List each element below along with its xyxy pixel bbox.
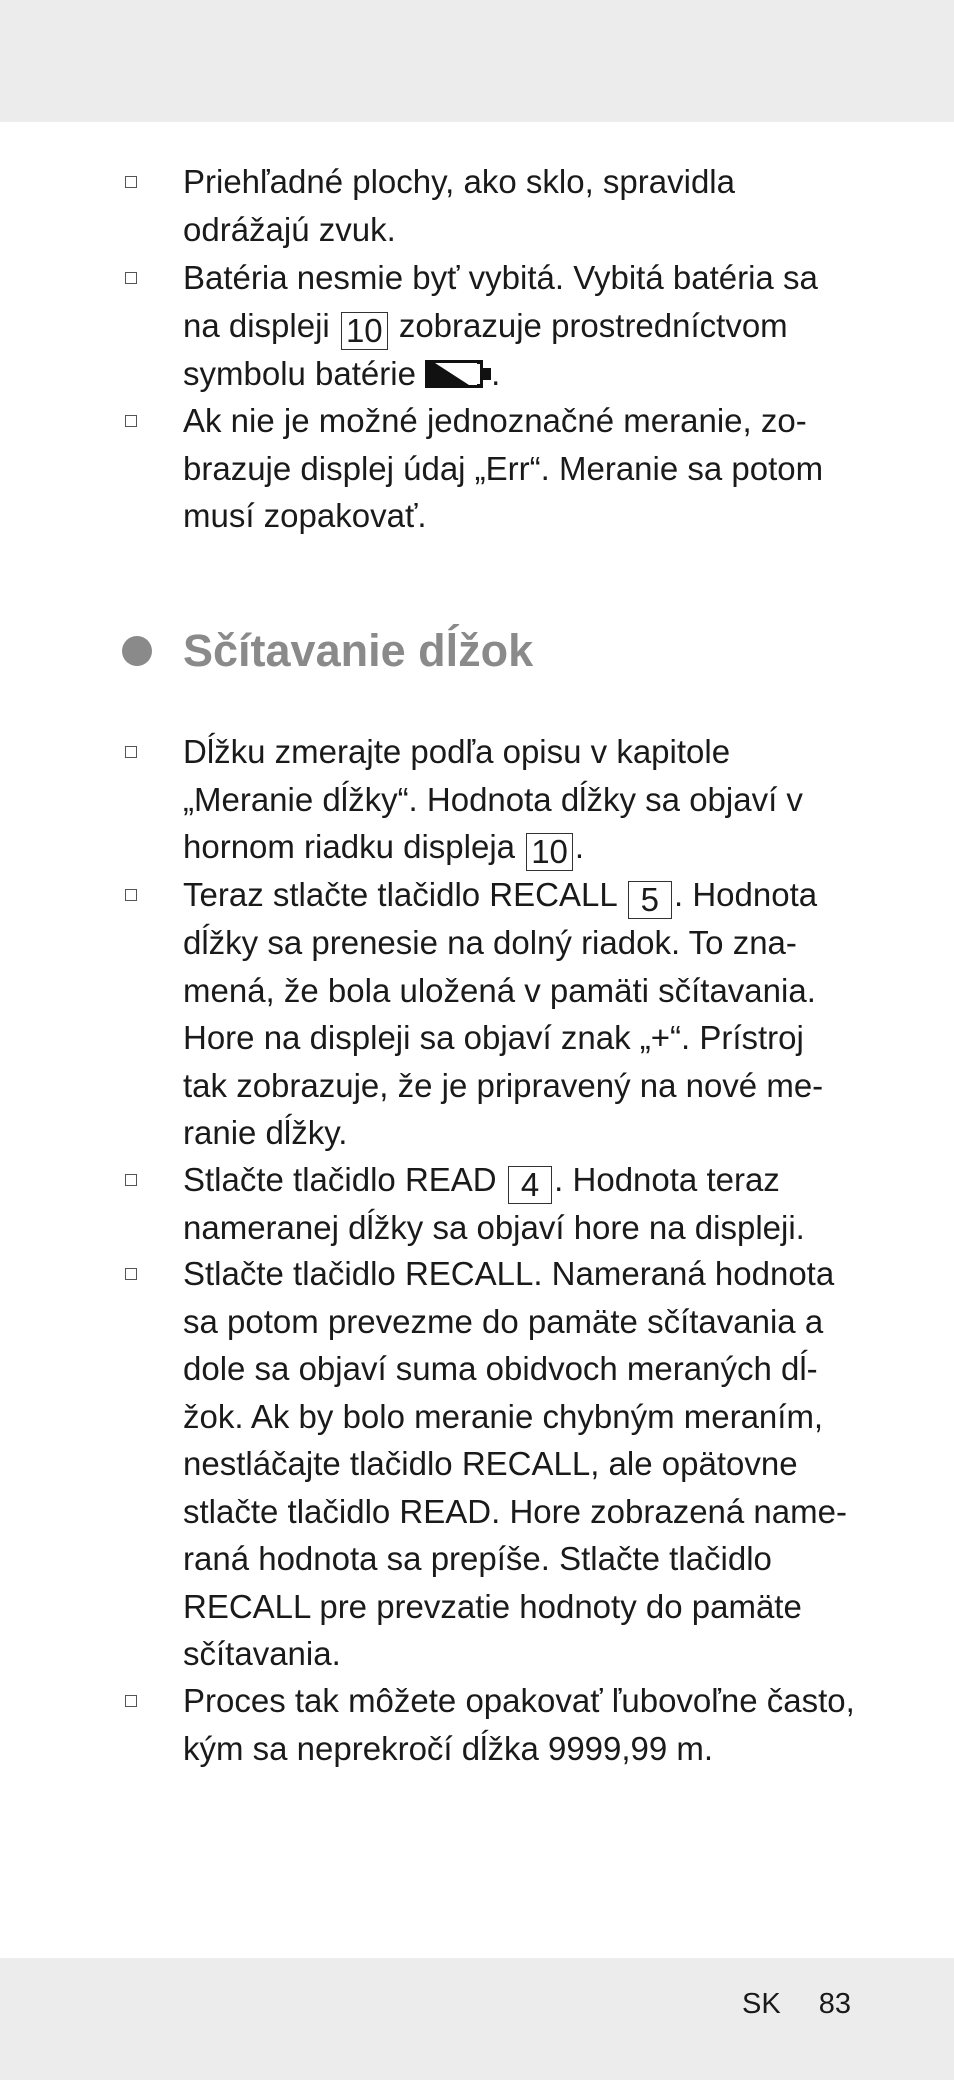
checkbox-bullet-icon <box>125 272 137 284</box>
list-item: Stlačte tlačidlo READ 4 . Hodnota teraz nameranej dĺžky sa objaví hore na displeji. <box>183 1156 863 1252</box>
checkbox-bullet-icon <box>125 176 137 188</box>
checkbox-bullet-icon <box>125 415 137 427</box>
checkbox-bullet-icon <box>125 1695 137 1707</box>
reference-box: 10 <box>341 312 388 350</box>
page-number: 83 <box>818 1988 852 2020</box>
page-footer <box>742 1988 851 2021</box>
reference-box: 4 <box>508 1166 552 1204</box>
section-heading: Sčítavanie dĺžok <box>183 625 534 676</box>
list-item: Priehľadné plochy, ako sklo, spravidla odrážajú zvuk. <box>183 158 863 253</box>
list-item: Teraz stlačte tlačidlo RECALL 5 . Hodnota dĺžky sa prenesie na dolný riadok. To zna- mená, že bola uložená v pamäti sčítavania. Hore na displeji sa objaví znak „+“. Prístroj tak zobrazuje, že je pripravený na nové me- ranie dĺžky. <box>183 871 863 1157</box>
reference-box: 5 <box>628 881 672 919</box>
list-item: Ak nie je možné jednoznačné meranie, zo- brazuje displej údaj „Err“. Meranie sa potom musí zopakovať. <box>183 397 863 540</box>
reference-box: 10 <box>526 833 573 871</box>
list-item: Proces tak môžete opakovať ľubovoľne často, kým sa neprekročí dĺžka 9999,99 m. <box>183 1677 863 1772</box>
list-item: Batéria nesmie byť vybitá. Vybitá batéria sa na displeji 10 zobrazuje prostredníctvom symbolu batérie . <box>183 254 863 397</box>
checkbox-bullet-icon <box>125 1174 137 1186</box>
list-item: Dĺžku zmerajte podľa opisu v kapitole „Meranie dĺžky“. Hodnota dĺžky sa objaví v hornom riadku displeja 10 . <box>183 728 863 871</box>
list-item: Stlačte tlačidlo RECALL. Nameraná hodnota sa potom prevezme do pamäte sčítavania a dole sa objaví suma obidvoch meraných dĺ- žok. Ak by bolo meranie chybným meraním, nestláčajte tlačidlo RECALL, ale opätovne stlačte tlačidlo READ. Hore zobrazená name- raná hodnota sa prepíše. Stlačte tlačidlo RECALL pre prevzatie hodnoty do pamäte sčítavania. <box>183 1250 863 1678</box>
heading-bullet-icon <box>122 636 152 666</box>
page-header-band <box>0 0 954 122</box>
battery-empty-icon <box>425 360 491 388</box>
checkbox-bullet-icon <box>125 746 137 758</box>
language-code: SK <box>742 1988 781 2020</box>
checkbox-bullet-icon <box>125 1268 137 1280</box>
checkbox-bullet-icon <box>125 889 137 901</box>
